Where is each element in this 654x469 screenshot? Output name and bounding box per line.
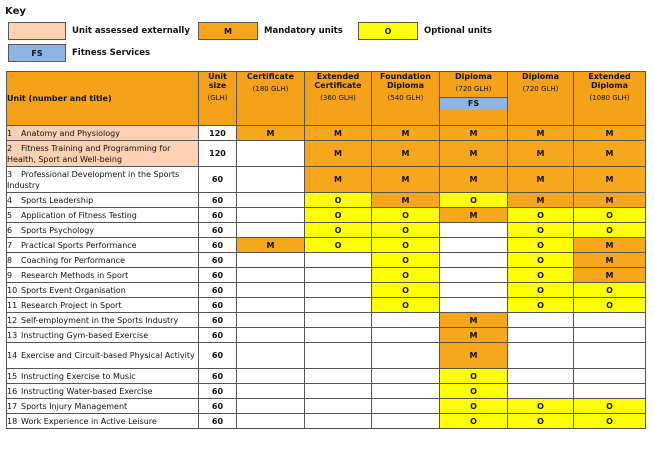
unit-cell	[7, 223, 199, 238]
empty-cell	[508, 343, 574, 369]
unit-cell	[7, 384, 199, 399]
optional-cell: O	[508, 208, 574, 223]
unit-number: 16	[7, 386, 18, 396]
mandatory-cell: M	[508, 141, 574, 167]
unit-cell	[7, 298, 199, 313]
empty-cell	[305, 313, 372, 328]
mandatory-cell: M	[372, 141, 440, 167]
empty-cell	[372, 399, 440, 414]
unit-cell	[7, 414, 199, 429]
unit-number: 12	[7, 315, 18, 325]
unit-size: 60	[199, 167, 237, 193]
empty-cell	[237, 193, 305, 208]
unit-title: Professional Development in the Sports Industry	[7, 169, 180, 190]
table-row	[7, 223, 646, 238]
optional-cell: O	[508, 283, 574, 298]
empty-cell	[372, 384, 440, 399]
empty-cell	[440, 298, 508, 313]
unit-title: Anatomy and Physiology	[21, 128, 120, 138]
table-row	[7, 193, 646, 208]
unit-size: 60	[199, 193, 237, 208]
unit-number: 6	[7, 225, 13, 235]
mandatory-cell: M	[574, 193, 646, 208]
qualification-glh: (360 GLH)	[320, 94, 356, 102]
table-row	[7, 141, 646, 167]
unit-title: Coaching for Performance	[21, 255, 126, 265]
qualification-column-header	[440, 72, 508, 126]
unit-number: 18	[7, 416, 18, 426]
empty-cell	[305, 343, 372, 369]
empty-cell	[372, 369, 440, 384]
optional-cell: O	[574, 399, 646, 414]
mandatory-cell: M	[237, 238, 305, 253]
empty-cell	[237, 328, 305, 343]
unit-number: 1	[7, 128, 13, 138]
unit-cell	[7, 238, 199, 253]
unit-title: Practical Sports Performance	[21, 240, 137, 250]
mandatory-cell: M	[574, 126, 646, 141]
table-row	[7, 268, 646, 283]
unit-size: 60	[199, 268, 237, 283]
unit-number: 9	[7, 270, 13, 280]
qualification-column-header	[508, 72, 574, 126]
optional-cell: O	[372, 223, 440, 238]
empty-cell	[305, 253, 372, 268]
unit-size: 60	[199, 384, 237, 399]
key-title: Key	[5, 6, 26, 17]
unit-size: 60	[199, 298, 237, 313]
mandatory-cell: M	[574, 238, 646, 253]
mandatory-cell: M	[237, 126, 305, 141]
unit-size: 60	[199, 399, 237, 414]
empty-cell	[237, 384, 305, 399]
unit-title: Sports Event Organisation	[21, 285, 126, 295]
unit-title: Instructing Exercise to Music	[21, 371, 136, 381]
unit-size: 120	[199, 126, 237, 141]
key-swatch-external	[8, 22, 66, 40]
unit-size: 120	[199, 141, 237, 167]
qualification-column-header	[305, 72, 372, 126]
empty-cell	[372, 343, 440, 369]
empty-cell	[305, 298, 372, 313]
optional-cell: O	[508, 414, 574, 429]
optional-cell: O	[440, 399, 508, 414]
unit-cell	[7, 369, 199, 384]
unit-title: Self-employment in the Sports Industry	[21, 315, 179, 325]
qualification-glh: (720 GLH)	[522, 85, 559, 93]
qualification-title: Diploma	[521, 72, 560, 81]
empty-cell	[574, 369, 646, 384]
mandatory-cell: M	[372, 167, 440, 193]
optional-cell: O	[440, 414, 508, 429]
empty-cell	[305, 328, 372, 343]
mandatory-cell: M	[305, 167, 372, 193]
table-row	[7, 283, 646, 298]
empty-cell	[372, 328, 440, 343]
table-row	[7, 167, 646, 193]
key-swatch-fitness-services: FS	[8, 44, 66, 62]
unit-title: Sports Leadership	[21, 195, 94, 205]
unit-size-sub: (GLH)	[207, 94, 228, 102]
mandatory-cell: M	[508, 167, 574, 193]
empty-cell	[305, 268, 372, 283]
optional-cell: O	[508, 268, 574, 283]
optional-cell: O	[508, 238, 574, 253]
unit-cell	[7, 268, 199, 283]
unit-size: 60	[199, 283, 237, 298]
mandatory-cell: M	[440, 328, 508, 343]
unit-cell	[7, 328, 199, 343]
empty-cell	[574, 384, 646, 399]
optional-cell: O	[305, 238, 372, 253]
key-label-external: Unit assessed externally	[72, 26, 190, 36]
qualification-column-header	[574, 72, 646, 126]
optional-cell: O	[372, 238, 440, 253]
empty-cell	[237, 283, 305, 298]
mandatory-cell: M	[574, 268, 646, 283]
unit-cell	[7, 126, 199, 141]
unit-title: Research Project in Sport	[21, 300, 122, 310]
qualification-glh: (720 GLH)	[455, 85, 492, 93]
unit-number: 8	[7, 255, 13, 265]
empty-cell	[305, 369, 372, 384]
empty-cell	[237, 141, 305, 167]
unit-size: 60	[199, 369, 237, 384]
optional-cell: O	[372, 208, 440, 223]
unit-title: Sports Psychology	[21, 225, 95, 235]
table-header-row	[7, 72, 646, 126]
optional-cell: O	[508, 253, 574, 268]
unit-cell	[7, 208, 199, 223]
mandatory-cell: M	[305, 141, 372, 167]
empty-cell	[440, 283, 508, 298]
empty-cell	[508, 369, 574, 384]
optional-cell: O	[508, 223, 574, 238]
empty-cell	[237, 313, 305, 328]
empty-cell	[574, 313, 646, 328]
mandatory-cell: M	[440, 343, 508, 369]
unit-number: 4	[7, 195, 13, 205]
unit-cell	[7, 313, 199, 328]
empty-cell	[305, 283, 372, 298]
qualification-title: Extended Certificate	[314, 72, 362, 90]
empty-cell	[372, 414, 440, 429]
optional-cell: O	[574, 223, 646, 238]
mandatory-cell: M	[574, 141, 646, 167]
optional-cell: O	[372, 298, 440, 313]
unit-title: Exercise and Circuit-based Physical Activity	[21, 351, 195, 360]
unit-size: 60	[199, 238, 237, 253]
optional-cell: O	[574, 283, 646, 298]
qualification-title: Diploma	[454, 72, 493, 81]
empty-cell	[440, 223, 508, 238]
qualification-glh: (1080 GLH)	[589, 94, 630, 102]
empty-cell	[508, 328, 574, 343]
key-swatch-mandatory: M	[198, 22, 258, 40]
table-row	[7, 298, 646, 313]
qualification-column-header	[237, 72, 305, 126]
empty-cell	[508, 313, 574, 328]
unit-cell	[7, 193, 199, 208]
empty-cell	[237, 268, 305, 283]
key-label-optional: Optional units	[424, 26, 492, 36]
empty-cell	[508, 384, 574, 399]
empty-cell	[237, 343, 305, 369]
key-label-mandatory: Mandatory units	[264, 26, 343, 36]
empty-cell	[237, 399, 305, 414]
mandatory-cell: M	[372, 126, 440, 141]
mandatory-cell: M	[440, 126, 508, 141]
unit-column-header: Unit (number and title)	[7, 72, 199, 126]
unit-number: 14	[7, 351, 18, 360]
unit-title: Instructing Water-based Exercise	[21, 386, 153, 396]
units-table-body	[7, 126, 646, 429]
unit-title: Instructing Gym-based Exercise	[21, 330, 149, 340]
unit-size: 60	[199, 313, 237, 328]
optional-cell: O	[508, 399, 574, 414]
unit-number: 10	[7, 285, 18, 295]
optional-cell: O	[574, 298, 646, 313]
mandatory-cell: M	[440, 167, 508, 193]
empty-cell	[305, 399, 372, 414]
unit-number: 15	[7, 371, 18, 381]
empty-cell	[440, 253, 508, 268]
unit-number: 7	[7, 240, 13, 250]
empty-cell	[237, 253, 305, 268]
table-row	[7, 343, 646, 369]
table-row	[7, 384, 646, 399]
optional-cell: O	[305, 208, 372, 223]
units-table	[6, 71, 646, 429]
optional-cell: O	[372, 268, 440, 283]
mandatory-cell: M	[440, 313, 508, 328]
empty-cell	[372, 313, 440, 328]
optional-cell: O	[305, 193, 372, 208]
table-row	[7, 399, 646, 414]
qualification-title: Certificate	[246, 72, 295, 81]
empty-cell	[574, 343, 646, 369]
empty-cell	[305, 414, 372, 429]
qualification-column-header	[372, 72, 440, 126]
table-row	[7, 328, 646, 343]
unit-number: 3	[7, 169, 13, 179]
unit-cell	[7, 399, 199, 414]
optional-cell: O	[574, 414, 646, 429]
qualification-title: Extended Diploma	[588, 72, 631, 90]
optional-cell: O	[574, 208, 646, 223]
mandatory-cell: M	[372, 193, 440, 208]
unit-number: 13	[7, 330, 18, 340]
unit-cell	[7, 343, 199, 369]
unit-size: 60	[199, 414, 237, 429]
empty-cell	[305, 384, 372, 399]
unit-cell	[7, 167, 199, 193]
fitness-services-tag: FS	[440, 97, 507, 110]
table-row	[7, 208, 646, 223]
empty-cell	[237, 298, 305, 313]
empty-cell	[237, 223, 305, 238]
empty-cell	[574, 328, 646, 343]
unit-size: 60	[199, 343, 237, 369]
optional-cell: O	[440, 384, 508, 399]
unit-size: 60	[199, 208, 237, 223]
table-row	[7, 414, 646, 429]
unit-number: 17	[7, 401, 18, 411]
unit-number: 2	[7, 143, 13, 153]
key-label-fitness-services: Fitness Services	[72, 48, 151, 58]
unit-size-column-header	[199, 72, 237, 126]
optional-cell: O	[440, 369, 508, 384]
key-swatch-optional: O	[358, 22, 418, 40]
table-row	[7, 369, 646, 384]
optional-cell: O	[372, 253, 440, 268]
qualification-glh: (540 GLH)	[387, 94, 424, 102]
unit-title: Application of Fitness Testing	[21, 210, 137, 220]
mandatory-cell: M	[305, 126, 372, 141]
unit-number: 11	[7, 300, 18, 310]
unit-size: 60	[199, 328, 237, 343]
optional-cell: O	[508, 298, 574, 313]
empty-cell	[440, 268, 508, 283]
optional-cell: O	[305, 223, 372, 238]
unit-title: Research Methods in Sport	[21, 270, 129, 280]
mandatory-cell: M	[508, 193, 574, 208]
mandatory-cell: M	[574, 253, 646, 268]
empty-cell	[237, 208, 305, 223]
mandatory-cell: M	[508, 126, 574, 141]
empty-cell	[237, 369, 305, 384]
empty-cell	[440, 238, 508, 253]
optional-cell: O	[440, 193, 508, 208]
table-row	[7, 253, 646, 268]
unit-number: 5	[7, 210, 13, 220]
unit-cell	[7, 141, 199, 167]
unit-cell	[7, 253, 199, 268]
mandatory-cell: M	[574, 167, 646, 193]
mandatory-cell: M	[440, 208, 508, 223]
optional-cell: O	[372, 283, 440, 298]
table-row	[7, 126, 646, 141]
unit-size: 60	[199, 223, 237, 238]
unit-cell	[7, 283, 199, 298]
qualification-title: Foundation Diploma	[380, 72, 431, 90]
empty-cell	[237, 414, 305, 429]
unit-title: Fitness Training and Programming for Health, Sport and Well-being	[7, 143, 171, 164]
unit-title: Sports Injury Management	[21, 401, 128, 411]
table-row	[7, 313, 646, 328]
table-row	[7, 238, 646, 253]
qualification-glh: (180 GLH)	[252, 85, 289, 93]
unit-size: 60	[199, 253, 237, 268]
unit-title: Work Experience in Active Leisure	[21, 416, 157, 426]
empty-cell	[237, 167, 305, 193]
mandatory-cell: M	[440, 141, 508, 167]
unit-size-title: Unit size	[208, 72, 227, 90]
